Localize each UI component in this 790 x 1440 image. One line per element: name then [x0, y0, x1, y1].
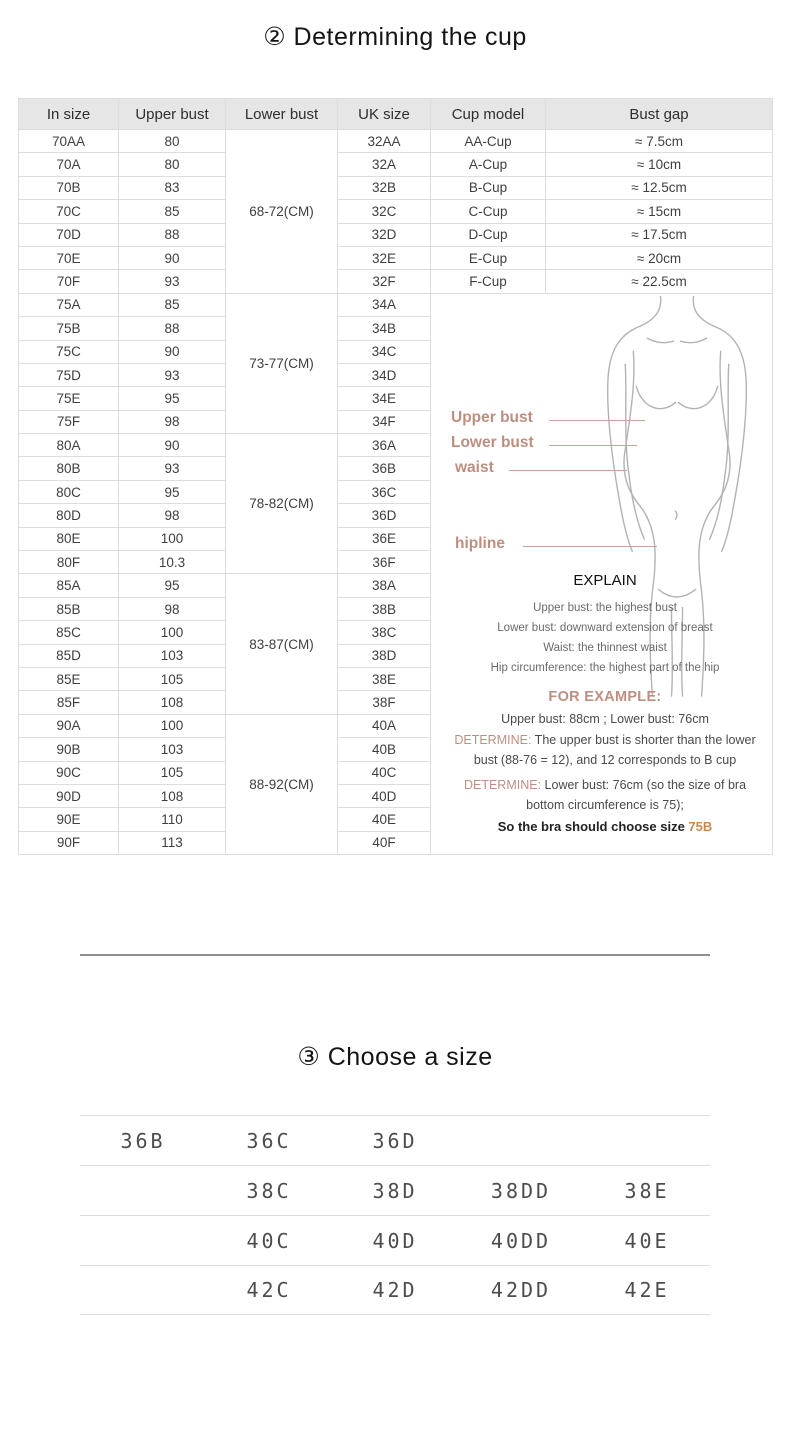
cell-in-size: 70A [19, 153, 119, 176]
size-grid-row-38 [80, 1165, 710, 1215]
cell-in-size: 85B [19, 597, 119, 620]
cell-in-size: 90B [19, 738, 119, 761]
determine-label: DETERMINE: [463, 777, 542, 792]
table-row [19, 153, 773, 176]
cell-uk-size: 34E [338, 387, 431, 410]
size-option: 40D [372, 1228, 418, 1253]
size-option: 42D [372, 1278, 418, 1302]
cell-uk-size: 36D [338, 504, 431, 527]
col-header-upper-bust: Upper bust [119, 99, 226, 130]
cell-in-size: 85A [19, 574, 119, 597]
cell-in-size: 80B [19, 457, 119, 480]
section3-title: ③ Choose a size [297, 1043, 493, 1071]
explain-line-lower-bust: Lower bust: downward extension of breast [497, 621, 713, 634]
cell-upper-bust: 93 [119, 457, 226, 480]
cell-uk-size: 40F [338, 831, 431, 854]
cell-uk-size: 32D [338, 223, 431, 246]
cell-in-size: 90D [19, 784, 119, 807]
cell-upper-bust: 98 [119, 410, 226, 433]
cell-in-size: 90F [19, 831, 119, 854]
cell-uk-size: 32C [338, 200, 431, 223]
conclusion-line [451, 819, 759, 834]
size-option: 38E [624, 1178, 670, 1203]
cell-bust-gap: ≈ 15cm [546, 200, 773, 223]
cell-uk-size: 36A [338, 434, 431, 457]
cell-upper-bust: 100 [119, 714, 226, 737]
col-header-in-size: In size [19, 99, 119, 130]
col-header-lower-bust: Lower bust [226, 99, 338, 130]
determine-paragraph-1 [451, 730, 759, 771]
hipline-label: hipline [455, 534, 505, 552]
cell-in-size: 80A [19, 434, 119, 457]
cell-uk-size: 36B [338, 457, 431, 480]
section-divider [80, 954, 710, 956]
cell-uk-size: 40C [338, 761, 431, 784]
cell-cup-model: A-Cup [431, 153, 546, 176]
cell-uk-size: 32E [338, 246, 431, 269]
size-option: 36C [246, 1128, 292, 1153]
cell-in-size: 75A [19, 293, 119, 316]
size-option: 40C [246, 1228, 292, 1253]
size-option: 38D [372, 1178, 418, 1203]
cell-upper-bust: 90 [119, 340, 226, 363]
size-option: 38C [246, 1178, 292, 1203]
cell-upper-bust: 10.3 [119, 551, 226, 574]
cell-in-size: 70B [19, 176, 119, 199]
cell-uk-size: 36C [338, 480, 431, 503]
cell-cup-model: D-Cup [431, 223, 546, 246]
size-grid-row-36 [80, 1115, 710, 1165]
cell-uk-size: 38C [338, 621, 431, 644]
cell-uk-size: 36F [338, 551, 431, 574]
cell-cup-model: E-Cup [431, 246, 546, 269]
cell-cup-model: AA-Cup [431, 130, 546, 153]
table-row [19, 176, 773, 199]
size-grid-row-42 [80, 1265, 710, 1315]
waist-label: waist [455, 458, 494, 476]
explain-title: EXPLAIN [573, 571, 637, 589]
cell-lower-bust-group: 88-92(CM) [226, 714, 338, 854]
table-row [19, 246, 773, 269]
recommended-size: 75B [688, 818, 713, 834]
cell-uk-size: 34C [338, 340, 431, 363]
determine-label: DETERMINE: [454, 732, 532, 747]
cup-size-table [18, 98, 773, 855]
table-row [19, 200, 773, 223]
cell-uk-size: 34A [338, 293, 431, 316]
cell-lower-bust-group: 78-82(CM) [226, 434, 338, 574]
cell-in-size: 70F [19, 270, 119, 293]
table-header-row [19, 99, 773, 130]
cell-uk-size: 34F [338, 410, 431, 433]
cell-in-size: 75F [19, 410, 119, 433]
determine-text-1: The upper bust is shorter than the lower bust (88-76 = 12), and 12 corresponds to B cup [473, 732, 756, 768]
measurement-guide-panel [431, 293, 773, 854]
cell-upper-bust: 108 [119, 784, 226, 807]
cell-upper-bust: 90 [119, 434, 226, 457]
determine-paragraph-2 [451, 775, 759, 816]
cell-bust-gap: ≈ 22.5cm [546, 270, 773, 293]
waist-leader-line [509, 470, 627, 471]
size-option: 36D [372, 1128, 418, 1153]
size-grid-row-40 [80, 1215, 710, 1265]
section2-title: ② Determining the cup [263, 23, 527, 51]
cell-upper-bust: 108 [119, 691, 226, 714]
example-title: FOR EXAMPLE: [548, 688, 662, 705]
table-row [19, 223, 773, 246]
cell-uk-size: 32AA [338, 130, 431, 153]
cell-uk-size: 34D [338, 363, 431, 386]
cell-upper-bust: 93 [119, 270, 226, 293]
cell-lower-bust-group: 73-77(CM) [226, 293, 338, 433]
cell-upper-bust: 80 [119, 130, 226, 153]
cell-in-size: 80D [19, 504, 119, 527]
cell-cup-model: F-Cup [431, 270, 546, 293]
cell-uk-size: 38D [338, 644, 431, 667]
cell-in-size: 75D [19, 363, 119, 386]
cell-in-size: 70D [19, 223, 119, 246]
explain-line-upper-bust: Upper bust: the highest bust [533, 601, 677, 614]
cell-bust-gap: ≈ 7.5cm [546, 130, 773, 153]
cell-upper-bust: 110 [119, 808, 226, 831]
cell-bust-gap: ≈ 20cm [546, 246, 773, 269]
upper-bust-leader-line [549, 420, 645, 421]
cell-bust-gap: ≈ 17.5cm [546, 223, 773, 246]
cell-in-size: 70E [19, 246, 119, 269]
size-option: 40E [624, 1228, 670, 1253]
size-option: 42E [624, 1278, 670, 1302]
cell-uk-size: 38E [338, 667, 431, 690]
cell-upper-bust: 98 [119, 504, 226, 527]
cell-upper-bust: 103 [119, 738, 226, 761]
explain-line-waist: Waist: the thinnest waist [543, 641, 667, 654]
col-header-uk-size: UK size [338, 99, 431, 130]
cell-uk-size: 32B [338, 176, 431, 199]
cell-upper-bust: 85 [119, 200, 226, 223]
size-option: 36B [120, 1128, 166, 1153]
lower-bust-label: Lower bust [451, 433, 534, 451]
cell-cup-model: C-Cup [431, 200, 546, 223]
cell-bust-gap: ≈ 12.5cm [546, 176, 773, 199]
cell-in-size: 75E [19, 387, 119, 410]
cell-uk-size: 34B [338, 317, 431, 340]
cell-upper-bust: 95 [119, 574, 226, 597]
determine-text-2: Lower bust: 76cm (so the size of bra bottom circumference is 75); [526, 777, 747, 813]
size-option: 42DD [490, 1278, 552, 1302]
cell-uk-size: 38A [338, 574, 431, 597]
cell-in-size: 90C [19, 761, 119, 784]
cell-in-size: 80F [19, 551, 119, 574]
cell-upper-bust: 103 [119, 644, 226, 667]
cell-in-size: 80E [19, 527, 119, 550]
cell-upper-bust: 93 [119, 363, 226, 386]
col-header-cup-model: Cup model [431, 99, 546, 130]
conclusion-text: So the bra should choose size [497, 818, 689, 834]
cell-upper-bust: 80 [119, 153, 226, 176]
cell-in-size: 85F [19, 691, 119, 714]
cell-in-size: 90A [19, 714, 119, 737]
cell-in-size: 90E [19, 808, 119, 831]
explain-line-hip: Hip circumference: the highest part of the hip [490, 661, 720, 674]
cell-upper-bust: 83 [119, 176, 226, 199]
cell-uk-size: 32F [338, 270, 431, 293]
cell-in-size: 75C [19, 340, 119, 363]
cell-upper-bust: 88 [119, 317, 226, 340]
cell-uk-size: 38F [338, 691, 431, 714]
col-header-bust-gap: Bust gap [546, 99, 773, 130]
choose-size-grid [80, 1115, 710, 1315]
cell-in-size: 85D [19, 644, 119, 667]
cell-cup-model: B-Cup [431, 176, 546, 199]
cell-in-size: 85C [19, 621, 119, 644]
cell-upper-bust: 105 [119, 761, 226, 784]
cell-lower-bust-group: 83-87(CM) [226, 574, 338, 714]
table-row [19, 130, 773, 153]
table-row [19, 270, 773, 293]
cell-upper-bust: 88 [119, 223, 226, 246]
hipline-leader-line [523, 546, 657, 547]
cell-upper-bust: 90 [119, 246, 226, 269]
cell-uk-size: 40B [338, 738, 431, 761]
cell-upper-bust: 113 [119, 831, 226, 854]
cell-upper-bust: 95 [119, 387, 226, 410]
example-measurements: Upper bust: 88cm ; Lower bust: 76cm [501, 711, 709, 726]
cell-upper-bust: 98 [119, 597, 226, 620]
cell-uk-size: 32A [338, 153, 431, 176]
cell-uk-size: 40A [338, 714, 431, 737]
size-option: 40DD [490, 1228, 552, 1253]
cell-upper-bust: 100 [119, 621, 226, 644]
cell-uk-size: 40E [338, 808, 431, 831]
table-row [19, 293, 773, 316]
upper-bust-label: Upper bust [451, 408, 533, 426]
cell-in-size: 70C [19, 200, 119, 223]
cell-upper-bust: 105 [119, 667, 226, 690]
cell-in-size: 70AA [19, 130, 119, 153]
cell-upper-bust: 85 [119, 293, 226, 316]
size-option: 38DD [490, 1178, 552, 1203]
cell-upper-bust: 95 [119, 480, 226, 503]
cell-uk-size: 36E [338, 527, 431, 550]
cell-in-size: 85E [19, 667, 119, 690]
lower-bust-leader-line [549, 445, 637, 446]
cell-uk-size: 38B [338, 597, 431, 620]
cell-lower-bust-group: 68-72(CM) [226, 130, 338, 294]
cell-upper-bust: 100 [119, 527, 226, 550]
cell-in-size: 75B [19, 317, 119, 340]
size-option: 42C [246, 1278, 292, 1302]
cell-bust-gap: ≈ 10cm [546, 153, 773, 176]
cell-in-size: 80C [19, 480, 119, 503]
explain-block [451, 572, 759, 834]
cell-uk-size: 40D [338, 784, 431, 807]
